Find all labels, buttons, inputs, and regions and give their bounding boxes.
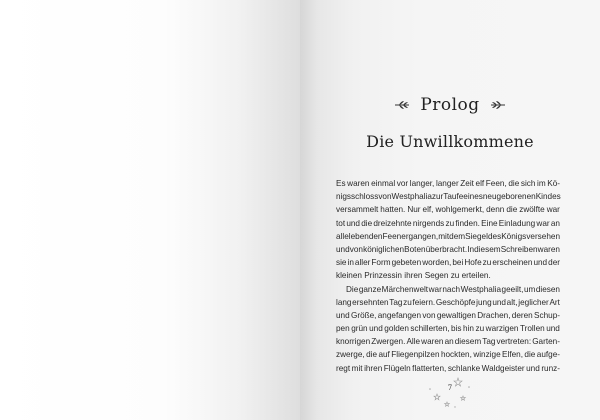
text-line: tot und die dreizehnte nirgends zu finden. Eine Einladung war an xyxy=(336,218,560,228)
text-line: knorrigen Zwergen. Alle waren an diesem Tag vertreten: Garten- xyxy=(336,337,560,347)
text-line: Es waren einmal vor langer, langer Zeit elf Feen, die sich im Kö- xyxy=(336,179,560,188)
chapter-header xyxy=(300,94,600,152)
text-line: zwerge, die auf Fliegenpilzen hockten, winzige Elfen, die aufge- xyxy=(336,350,560,360)
text-line: pen grün und golden schillerten, bis hin zu warzigen Trollen und xyxy=(336,324,560,334)
text-line: alle lebenden Feen ergangen, mit dem Siegel des Königs versehen xyxy=(336,231,560,241)
text-line: kleinen Prinzessin ihren Segen zu erteilen. xyxy=(336,271,491,281)
text-line: und Größe, angefangen von gewaltigen Drachen, deren Schup- xyxy=(336,310,560,320)
page-number: 7 xyxy=(447,384,453,392)
stars-icon xyxy=(425,376,475,410)
text-line: lang ersehnten Tag zu feiern. Geschöpfe jung und alt, jeglicher Art xyxy=(336,297,560,307)
text-line: und von königlichen Boten überbracht. In diesem Schreiben waren xyxy=(336,244,560,254)
prolog-heading xyxy=(300,94,600,116)
chapter-label: Prolog xyxy=(420,95,480,115)
body-text xyxy=(336,177,560,375)
text-line: Die ganze Märchenwelt war nach Westphalia geeilt, um diesen xyxy=(346,284,560,294)
text-line: sie in aller Form gebeten worden, bei Hofe zu erscheinen und der xyxy=(336,258,560,268)
chapter-title: Die Unwillkommene xyxy=(366,132,534,151)
text-line: nigsschloss von Westphalia zur Taufe eines neugeborenen Kindes xyxy=(336,192,561,202)
text-line: regt mit ihren Flügeln flatterten, schlanke Waldgeister und runz- xyxy=(336,363,560,373)
leaf-sprig-right-icon xyxy=(490,99,506,111)
text-line: versammelt hatten. Nur elf, wohlgemerkt, denn die zwölfte war xyxy=(336,205,560,215)
leaf-sprig-left-icon xyxy=(394,99,410,111)
